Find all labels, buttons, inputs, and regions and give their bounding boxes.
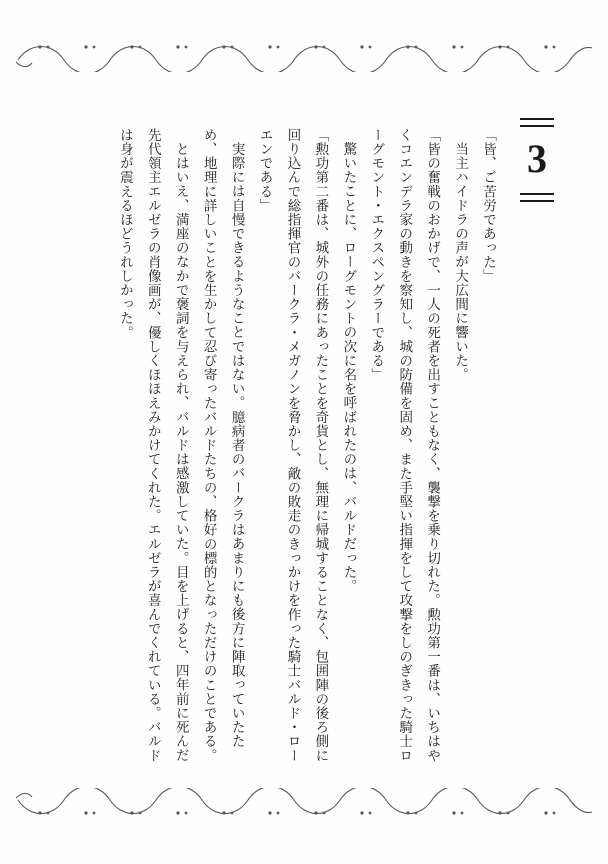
body-paragraph: 驚いたことに、ローグモントの次に名を呼ばれたのは、バルドだった。	[341, 141, 357, 593]
body-paragraph: 「皆の奮戦のおかげで、一人の死者を出すこともなく、襲撃を乗り切れた。勲功第一番は、いちはやくコエンデラ家の動きを察知し、城の防備を固め、また手堅い指揮をして攻撃をしのぎきった騎士ローグモント・エクスペングラーである」	[369, 128, 441, 763]
body-paragraph: 「皆、ご苦労であった」	[481, 128, 496, 284]
page-body-text	[82, 128, 502, 768]
body-paragraph: とはいえ、満座のなかで褒詞を与えられ、バルドは感激していた。目を上げると、四年前に死んだ先代領主エルゼラの肖像画が、優しくほほえみかけてくれた。エルゼラが喜んでくれている。バルドは身が震えるほどうれしかった。	[117, 128, 189, 763]
chapter-heading	[510, 118, 564, 202]
ornament-top-border	[0, 38, 608, 72]
chapter-rule-below	[520, 193, 554, 202]
body-paragraph: 当主ハイドラの声が大広間に響いた。	[453, 141, 469, 382]
chapter-rule-above	[520, 118, 554, 127]
chapter-number: 3	[527, 136, 547, 181]
body-paragraph: 「勲功第二番は、城外の任務にあったことを奇貨とし、無理に帰城することなく、包囲陣の後ろ側に回り込んで総指揮官のバークラ・メガノンを脅かし、敵の敗走のきっかけを作った騎士バルド・ローエンである」	[257, 128, 329, 763]
ornament-bottom-border	[0, 788, 608, 822]
body-paragraph: 実際には自慢できるようなことではない。臆病者のバークラはあまりにも後方に陣取っていたため、地理に詳しいことを生かして忍び寄ったバルドたちの、格好の標的となっただけのことである。	[201, 128, 245, 763]
